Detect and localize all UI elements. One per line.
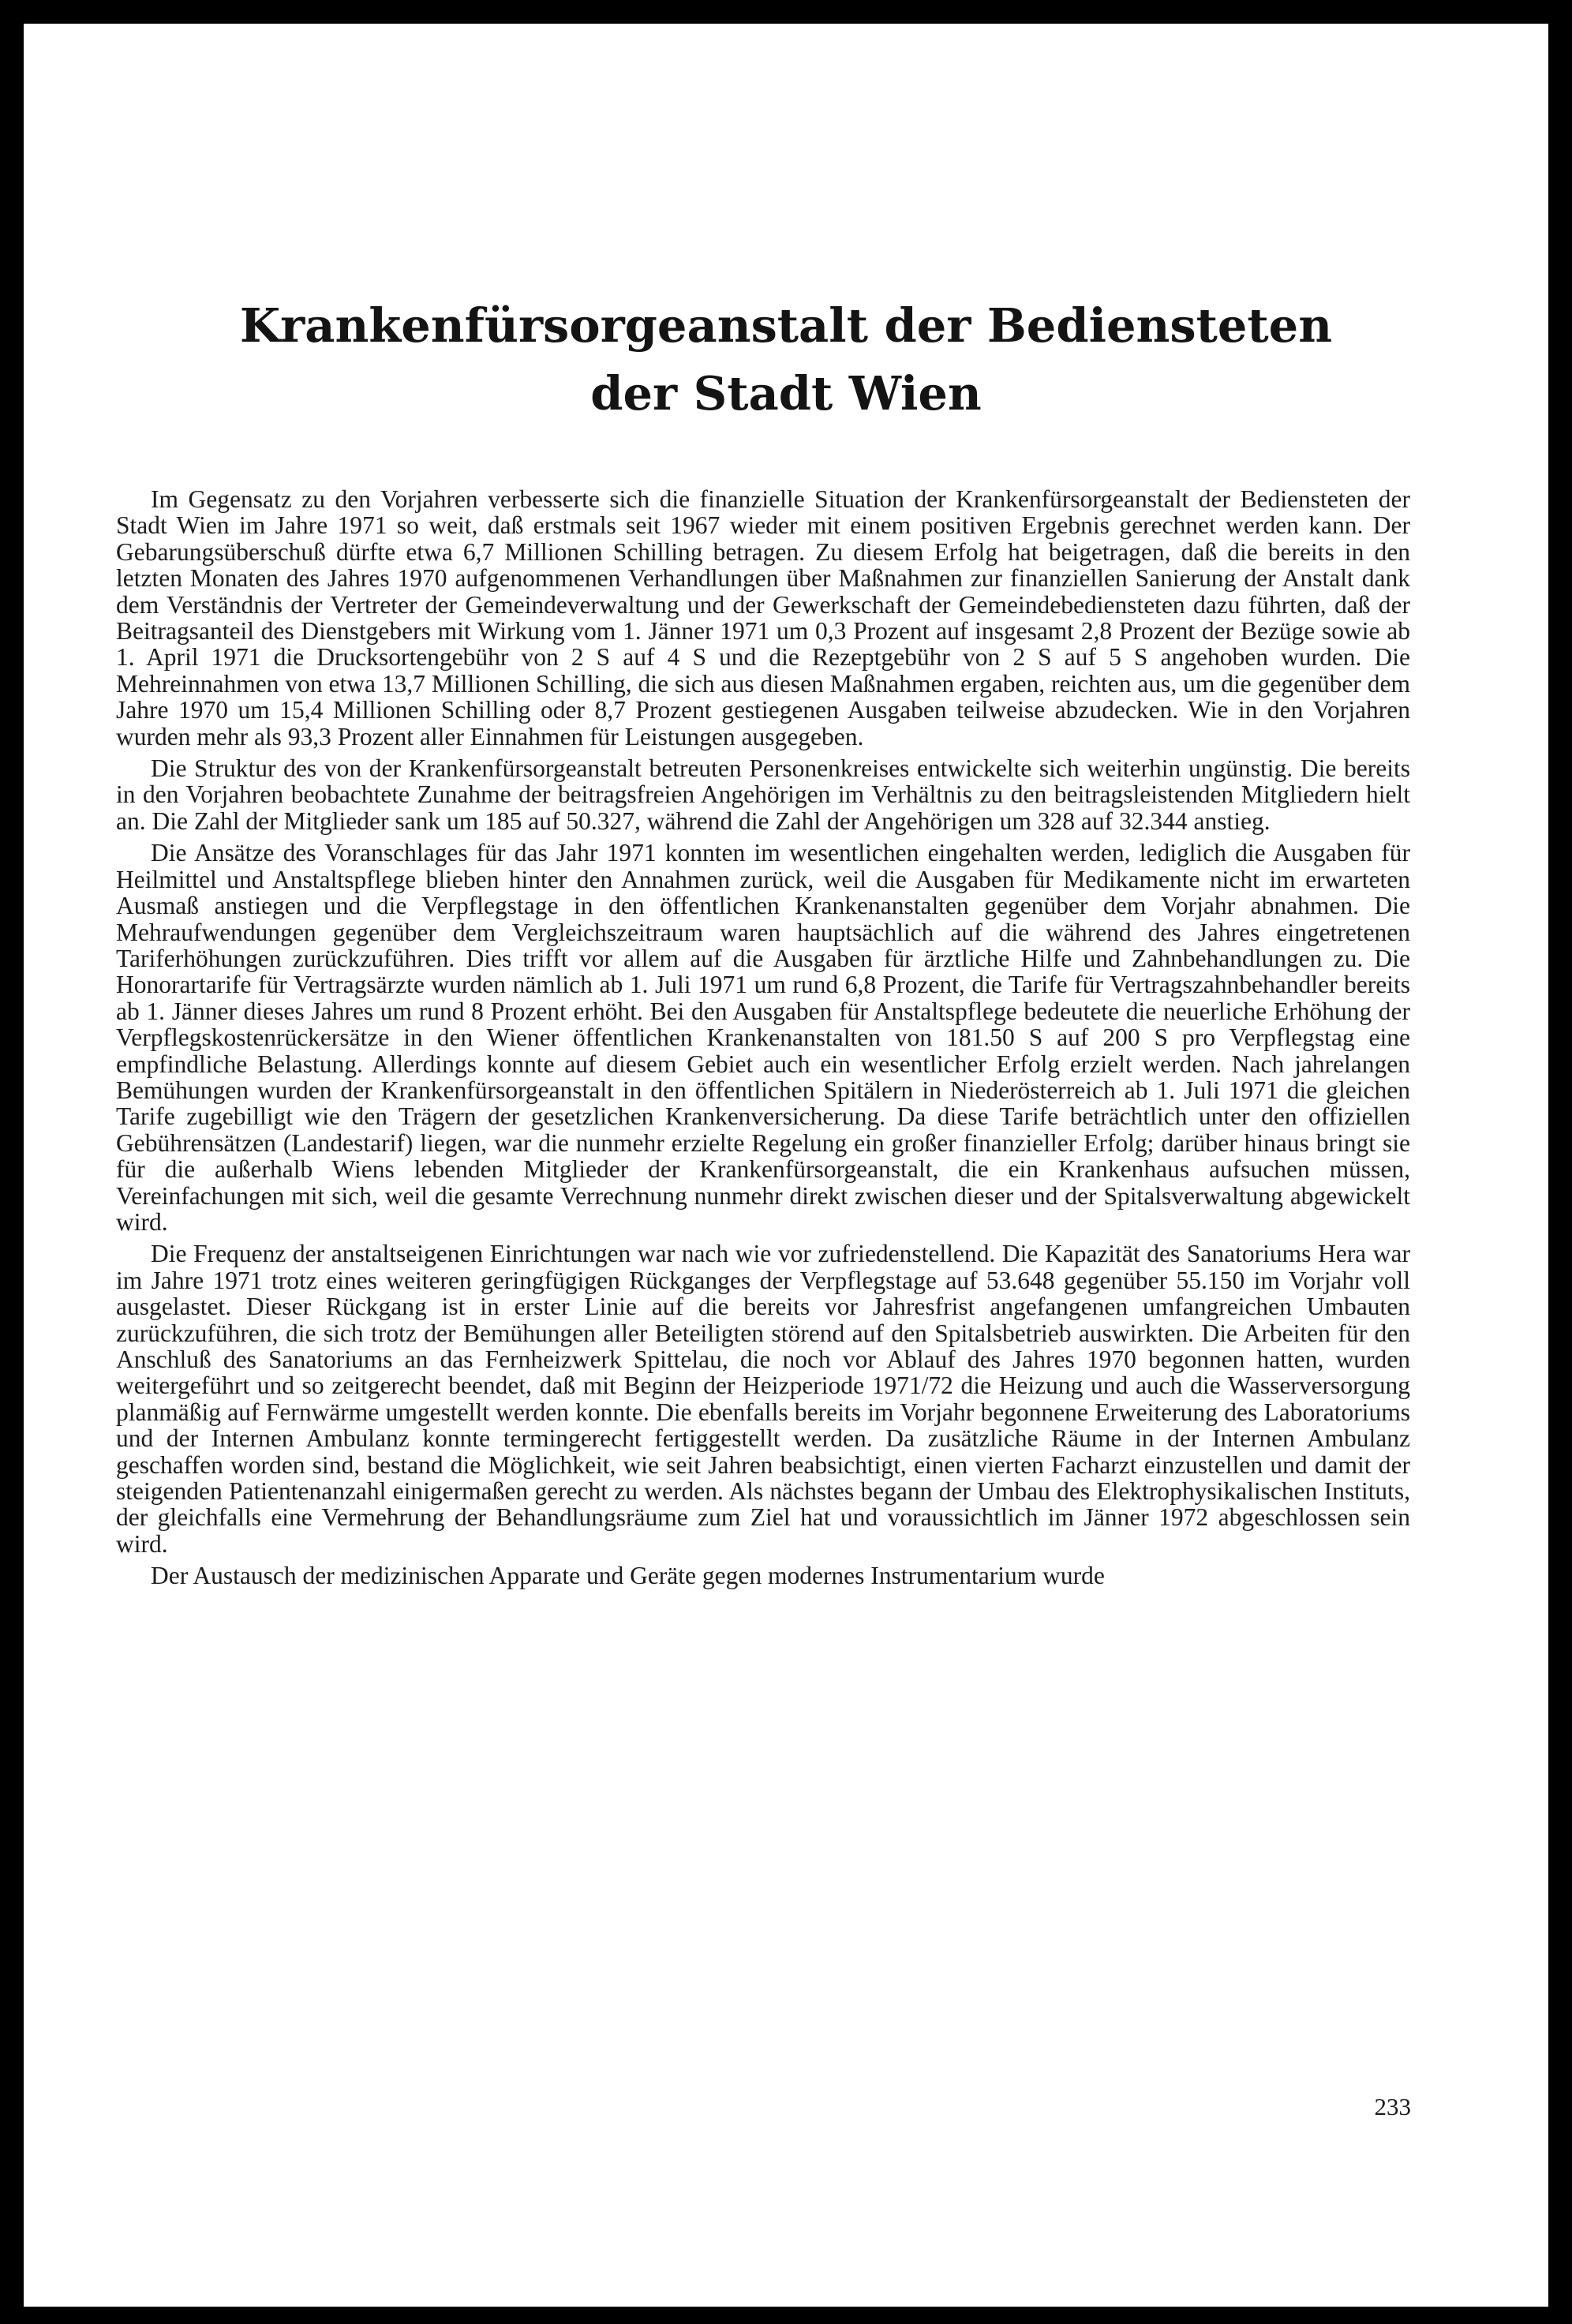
page-title bbox=[24, 292, 1548, 428]
body-text bbox=[116, 486, 1410, 1595]
page-number: 233 bbox=[1374, 2093, 1411, 2120]
title-line-1: Krankenfürsorgeanstalt der Bediensteten bbox=[239, 298, 1333, 353]
paragraph-1: Im Gegensatz zu den Vorjahren verbesserte sich die finanzielle Situation der Krankenfürsorgeanstalt der Bediensteten der Stadt Wien im Jahre 1971 so weit, daß erstmals seit 1967 wieder mit einem positiven Ergebnis gerechnet werden kann. Der Gebarungsüberschuß dürfte etwa 6,7 Millionen Schilling betragen. Zu diesem Erfolg hat beigetragen, daß die bereits in den letzten Monaten des Jahres 1970 aufgenommenen Verhandlungen über Maßnahmen zur finanziellen Sanierung der Anstalt dank dem Verständnis der Vertreter der Gemeindeverwaltung und der Gewerkschaft der Gemeindebediensteten dazu führten, daß der Beitragsanteil des Dienstgebers mit Wirkung vom 1. Jänner 1971 um 0,3 Prozent auf insgesamt 2,8 Prozent der Bezüge sowie ab 1. April 1971 die Drucksortengebühr von 2 S auf 4 S und die Rezeptgebühr von 2 S auf 5 S angehoben wurden. Die Mehreinnahmen von etwa 13,7 Millionen Schilling, die sich aus diesen Maßnahmen ergaben, reichten aus, um die gegenüber dem Jahre 1970 um 15,4 Millionen Schilling oder 8,7 Prozent gestiegenen Ausgaben teilweise abzudecken. Wie in den Vorjahren wurden mehr als 93,3 Prozent aller Einnahmen für Leistungen ausgegeben. bbox=[116, 485, 1410, 750]
paragraph-3: Die Ansätze des Voranschlages für das Jahr 1971 konnten im wesentlichen eingehalten werden, lediglich die Ausgaben für Heilmittel und Anstaltspflege blieben hinter den Annahmen zurück, weil die Ausgaben für Medikamente nicht im erwarteten Ausmaß anstiegen und die Verpflegstage in den öffentlichen Krankenanstalten gegenüber dem Vorjahr abnahmen. Die Mehraufwendungen gegenüber dem Vergleichszeitraum waren hauptsächlich auf die während des Jahres eingetretenen Tariferhöhungen zurückzuführen. Dies trifft vor allem auf die Ausgaben für ärztliche Hilfe und Zahnbehandlungen zu. Die Honorartarife für Vertragsärzte wurden nämlich ab 1. Juli 1971 um rund 6,8 Prozent, die Tarife für Vertragszahnbehandler bereits ab 1. Jänner dieses Jahres um rund 8 Prozent erhöht. Bei den Ausgaben für Anstaltspflege bedeutete die neuerliche Erhöhung der Verpflegskostenrückersätze in den Wiener öffentlichen Krankenanstalten von 181.50 S auf 200 S pro Verpflegstag eine empfindliche Belastung. Allerdings konnte auf diesem Gebiet auch ein wesentlicher Erfolg erzielt werden. Nach jahrelangen Bemühungen wurden der Krankenfürsorgeanstalt in den öffentlichen Spitälern in Niederösterreich ab 1. Juli 1971 die gleichen Tarife zugebilligt wie den Trägern der gesetzlichen Krankenversicherung. Da diese Tarife beträchtlich unter den offiziellen Gebührensätzen (Landestarif) liegen, war die nunmehr erzielte Regelung ein großer finanzieller Erfolg; darüber hinaus bringt sie für die außerhalb Wiens lebenden Mitglieder der Krankenfürsorgeanstalt, die ein Krankenhaus aufsuchen müssen, Vereinfachungen mit sich, weil die gesamte Verrechnung nunmehr direkt zwischen dieser und der Spitalsverwaltung abgewickelt wird. bbox=[116, 839, 1410, 1236]
document-page bbox=[24, 24, 1548, 2307]
paragraph-4: Die Frequenz der anstaltseigenen Einrichtungen war nach wie vor zufriedenstellend. Die Kapazität des Sanatoriums Hera war im Jahre 1971 trotz eines weiteren geringfügigen Rückganges der Verpflegstage auf 53.648 gegenüber 55.150 im Vorjahr voll ausgelastet. Dieser Rückgang ist in erster Linie auf die bereits vor Jahresfrist angefangenen umfangreichen Umbauten zurückzuführen, die sich trotz der Bemühungen aller Beteiligten störend auf den Spitalsbetrieb auswirkten. Die Arbeiten für den Anschluß des Sanatoriums an das Fernheizwerk Spittelau, die noch vor Ablauf des Jahres 1970 begonnen hatten, wurden weitergeführt und so zeitgerecht beendet, daß mit Beginn der Heizperiode 1971/72 die Heizung und auch die Wasserversorgung planmäßig auf Fernwärme umgestellt werden konnte. Die ebenfalls bereits im Vorjahr begonnene Erweiterung des Laboratoriums und der Internen Ambulanz konnte termingerecht fertiggestellt werden. Da zusätzliche Räume in der Internen Ambulanz geschaffen worden sind, bestand die Möglichkeit, wie seit Jahren beabsichtigt, einen vierten Facharzt einzustellen und damit der steigenden Patientenanzahl einigermaßen gerecht zu werden. Als nächstes begann der Umbau des Elektrophysikalischen Instituts, der gleichfalls eine Vermehrung der Behandlungsräume zum Ziel hat und voraussichtlich im Jänner 1972 abgeschlossen sein wird. bbox=[116, 1240, 1410, 1558]
title-line-2: der Stadt Wien bbox=[590, 366, 982, 421]
paragraph-2: Die Struktur des von der Krankenfürsorgeanstalt betreuten Personenkreises entwickelte sich weiterhin ungünstig. Die bereits in den Vorjahren beobachtete Zunahme der beitragsfreien Angehörigen im Verhältnis zu den beitragsleistenden Mitgliedern hielt an. Die Zahl der Mitglieder sank um 185 auf 50.327, während die Zahl der Angehörigen um 328 auf 32.344 anstieg. bbox=[116, 754, 1410, 835]
paragraph-5: Der Austausch der medizinischen Apparate und Geräte gegen modernes Instrumentarium wurde bbox=[151, 1562, 1105, 1590]
